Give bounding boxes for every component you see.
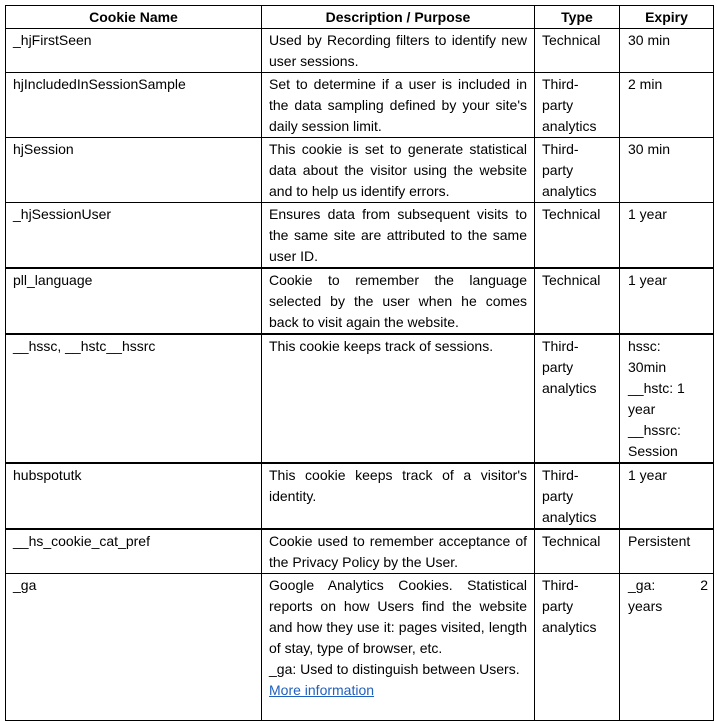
table-row xyxy=(6,138,714,203)
header-type: Type xyxy=(535,6,620,29)
expiry-cell: 1 year xyxy=(620,463,714,529)
more-information-link[interactable]: More information xyxy=(269,682,375,698)
cookie-table xyxy=(5,5,714,721)
cookie-name-cell: pll_language xyxy=(6,268,262,334)
cookie-name-cell: hjSession xyxy=(6,138,262,203)
description-extra-text: _ga: Used to distinguish between Users. xyxy=(269,661,520,677)
expiry-cell: hssc: 30min __hstc: 1 year __hssrc: Session xyxy=(620,334,714,463)
type-cell: Third- party analytics xyxy=(535,574,620,721)
type-cell: Third- party analytics xyxy=(535,138,620,203)
expiry-cell: Persistent xyxy=(620,529,714,574)
cookie-name-cell: __hssc, __hstc__hssrc xyxy=(6,334,262,463)
type-cell: Technical xyxy=(535,203,620,269)
description-cell: Cookie used to remember acceptance of the Privacy Policy by the User. xyxy=(262,529,535,574)
expiry-cell: 30 min xyxy=(620,138,714,203)
header-cookie-name: Cookie Name xyxy=(6,6,262,29)
header-description: Description / Purpose xyxy=(262,6,535,29)
description-cell: Used by Recording filters to identify new user sessions. xyxy=(262,29,535,73)
type-cell: Technical xyxy=(535,29,620,73)
description-text: Google Analytics Cookies. Statistical reports on how Users find the website and how they use it: pages visited, length of stay, type of browser, etc. xyxy=(269,577,527,656)
cookie-name-cell: _hjSessionUser xyxy=(6,203,262,269)
header-row xyxy=(6,6,714,29)
type-cell: Third- party analytics xyxy=(535,73,620,138)
description-cell: Set to determine if a user is included in the data sampling defined by your site's daily session limit. xyxy=(262,73,535,138)
table-row xyxy=(6,268,714,334)
description-cell: This cookie keeps track of a visitor's identity. xyxy=(262,463,535,529)
cookie-name-cell: hubspotutk xyxy=(6,463,262,529)
description-cell: This cookie keeps track of sessions. xyxy=(262,334,535,463)
table-row xyxy=(6,203,714,269)
description-cell: Cookie to remember the language selected by the user when he comes back to visit again the website. xyxy=(262,268,535,334)
cookie-name-cell: _hjFirstSeen xyxy=(6,29,262,73)
description-cell: Ensures data from subsequent visits to the same site are attributed to the same user ID. xyxy=(262,203,535,269)
table-row xyxy=(6,334,714,463)
table-row xyxy=(6,574,714,721)
expiry-cell: 1 year xyxy=(620,268,714,334)
table-row xyxy=(6,463,714,529)
expiry-cell: _ga: 2 years xyxy=(620,574,714,721)
expiry-cell: 2 min xyxy=(620,73,714,138)
description-cell: This cookie is set to generate statistical data about the visitor using the website and to help us identify errors. xyxy=(262,138,535,203)
description-cell xyxy=(262,574,535,721)
header-expiry: Expiry xyxy=(620,6,714,29)
type-cell: Technical xyxy=(535,529,620,574)
type-cell: Third- party analytics xyxy=(535,334,620,463)
type-cell: Technical xyxy=(535,268,620,334)
cookie-name-cell: hjIncludedInSessionSample xyxy=(6,73,262,138)
table-row xyxy=(6,73,714,138)
type-cell: Third- party analytics xyxy=(535,463,620,529)
table-row xyxy=(6,529,714,574)
expiry-cell: 30 min xyxy=(620,29,714,73)
expiry-cell: 1 year xyxy=(620,203,714,269)
cookie-name-cell: __hs_cookie_cat_pref xyxy=(6,529,262,574)
cookie-name-cell: _ga xyxy=(6,574,262,721)
table-row xyxy=(6,29,714,73)
